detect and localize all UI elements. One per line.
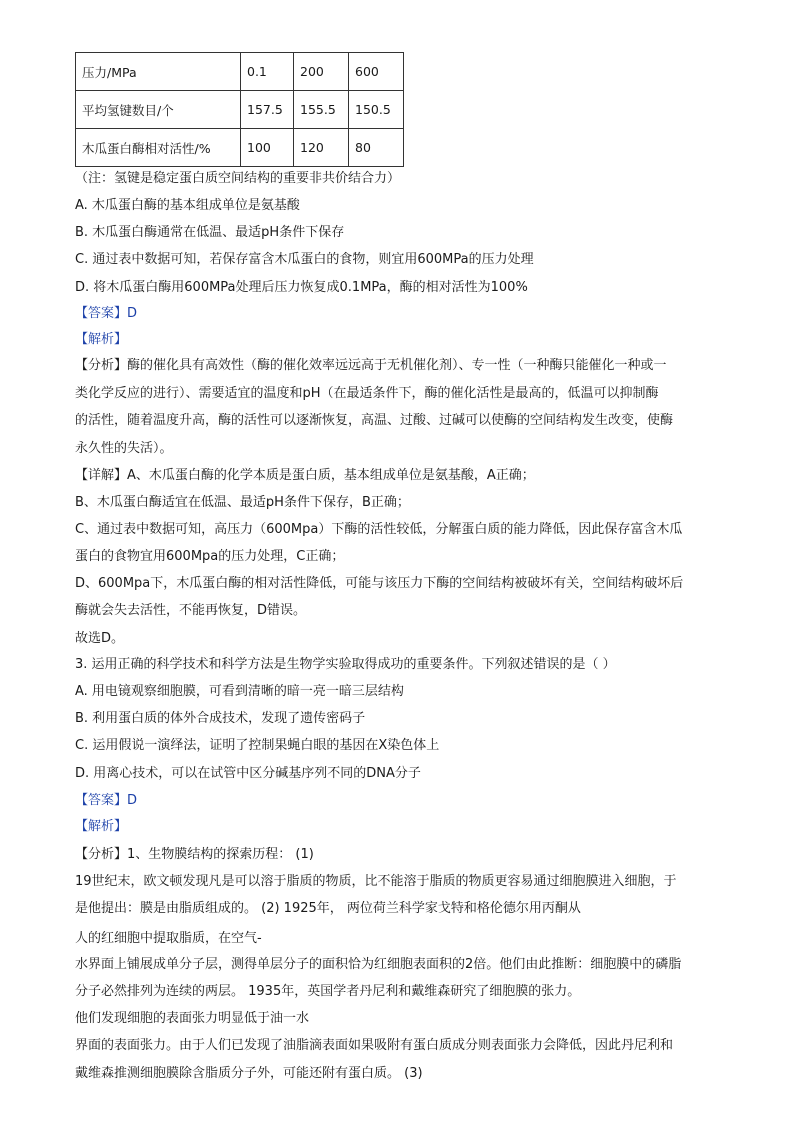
table-row-header: 木瓜蛋白酶相对活性/% bbox=[76, 129, 241, 167]
text-line: A. 木瓜蛋白酶的基本组成单位是氨基酸 bbox=[75, 198, 300, 213]
text-line: C、通过表中数据可知，高压力（600Mpa）下酶的活性较低，分解蛋白质的能力降低，因此保存富含木瓜 bbox=[75, 522, 683, 537]
text-line: 界面的表面张力。由于人们已发现了油脂滴表面如果吸附有蛋白质成分则表面张力会降低，因此丹尼利和 bbox=[75, 1038, 674, 1053]
text-line: 故选D。 bbox=[75, 631, 125, 646]
text-line: 分子必然排列为连续的两层。 1935年，英国学者丹尼利和戴维森研究了细胞膜的张力。 bbox=[75, 984, 581, 999]
text-line: B. 利用蛋白质的体外合成技术，发现了遗传密码子 bbox=[75, 711, 366, 726]
text-line: 3. 运用正确的科学技术和科学方法是生物学实验取得成功的重要条件。下列叙述错误的是（ ） bbox=[75, 657, 616, 672]
text-line: A. 用电镜观察细胞膜，可看到清晰的暗一亮一暗三层结构 bbox=[75, 684, 404, 699]
text-line: C. 通过表中数据可知，若保存富含木瓜蛋白的食物，则宜用600MPa的压力处理 bbox=[75, 252, 534, 267]
table-cell: 157.5 bbox=[241, 91, 294, 129]
table-cell: 200 bbox=[294, 53, 349, 91]
text-line: 酶就会失去活性，不能再恢复，D错误。 bbox=[75, 603, 307, 618]
text-line: D、600Mpa下，木瓜蛋白酶的相对活性降低，可能与该压力下酶的空间结构被破坏有关，空间结构破坏后 bbox=[75, 576, 684, 591]
text-line: 永久性的失活）。 bbox=[75, 441, 173, 456]
table-row bbox=[76, 91, 404, 129]
text-line: 他们发现细胞的表面张力明显低于油一水 bbox=[75, 1011, 310, 1026]
table-row-header: 压力/MPa bbox=[76, 53, 241, 91]
table-row-header: 平均氢键数目/个 bbox=[76, 91, 241, 129]
text-line: 19世纪末，欧文顿发现凡是可以溶于脂质的物质，比不能溶于脂质的物质更容易通过细胞膜进入细胞，于 bbox=[75, 874, 677, 889]
table-cell: 80 bbox=[349, 129, 404, 167]
text-line: 【详解】A、木瓜蛋白酶的化学本质是蛋白质，基本组成单位是氨基酸，A正确； bbox=[75, 468, 535, 483]
text-line: 【分析】1、生物膜结构的探索历程： (1) bbox=[75, 847, 314, 862]
table-row bbox=[76, 129, 404, 167]
text-line: 【答案】D bbox=[75, 306, 138, 321]
table-cell: 600 bbox=[349, 53, 404, 91]
pressure-activity-table bbox=[75, 52, 404, 167]
text-line: 人的红细胞中提取脂质，在空气- bbox=[75, 931, 262, 946]
text-line: 蛋白的食物宜用600Mpa的压力处理，C正确； bbox=[75, 549, 345, 564]
table-cell: 150.5 bbox=[349, 91, 404, 129]
text-line: 戴维森推测细胞膜除含脂质分子外，可能还附有蛋白质。 (3) bbox=[75, 1066, 423, 1081]
text-line: D. 用离心技术，可以在试管中区分碱基序列不同的DNA分子 bbox=[75, 766, 421, 781]
text-line: 的活性，随着温度升高，酶的活性可以逐渐恢复，高温、过酸、过碱可以使酶的空间结构发生改变，使酶 bbox=[75, 413, 674, 428]
table-cell: 155.5 bbox=[294, 91, 349, 129]
table-cell: 120 bbox=[294, 129, 349, 167]
text-line: 水界面上铺展成单分子层，测得单层分子的面积恰为红细胞表面积的2倍。他们由此推断：细胞膜中的磷脂 bbox=[75, 957, 682, 972]
text-line: 【解析】 bbox=[75, 819, 128, 834]
text-line: 是他提出：膜是由脂质组成的。 (2) 1925年， 两位荷兰科学家戈特和格伦德尔用丙酮从 bbox=[75, 901, 581, 916]
text-line: （注：氢键是稳定蛋白质空间结构的重要非共价结合力） bbox=[75, 171, 401, 186]
text-line: B、木瓜蛋白酶适宜在低温、最适pH条件下保存，B正确； bbox=[75, 495, 410, 510]
text-line: 【分析】酶的催化具有高效性（酶的催化效率远远高于无机催化剂）、专一性（一种酶只能催化一种或一 bbox=[75, 358, 667, 373]
text-line: B. 木瓜蛋白酶通常在低温、最适pH条件下保存 bbox=[75, 225, 345, 240]
table-row bbox=[76, 53, 404, 91]
text-line: C. 运用假说一演绎法，证明了控制果蝇白眼的基因在X染色体上 bbox=[75, 738, 440, 753]
text-line: 【答案】D bbox=[75, 793, 138, 808]
table-cell: 0.1 bbox=[241, 53, 294, 91]
text-line: 类化学反应的进行）、需要适宜的温度和pH（在最适条件下，酶的催化活性是最高的，低温可以抑制酶 bbox=[75, 386, 659, 401]
table-cell: 100 bbox=[241, 129, 294, 167]
text-line: D. 将木瓜蛋白酶用600MPa处理后压力恢复成0.1MPa，酶的相对活性为100% bbox=[75, 280, 528, 295]
text-line: 【解析】 bbox=[75, 332, 128, 347]
